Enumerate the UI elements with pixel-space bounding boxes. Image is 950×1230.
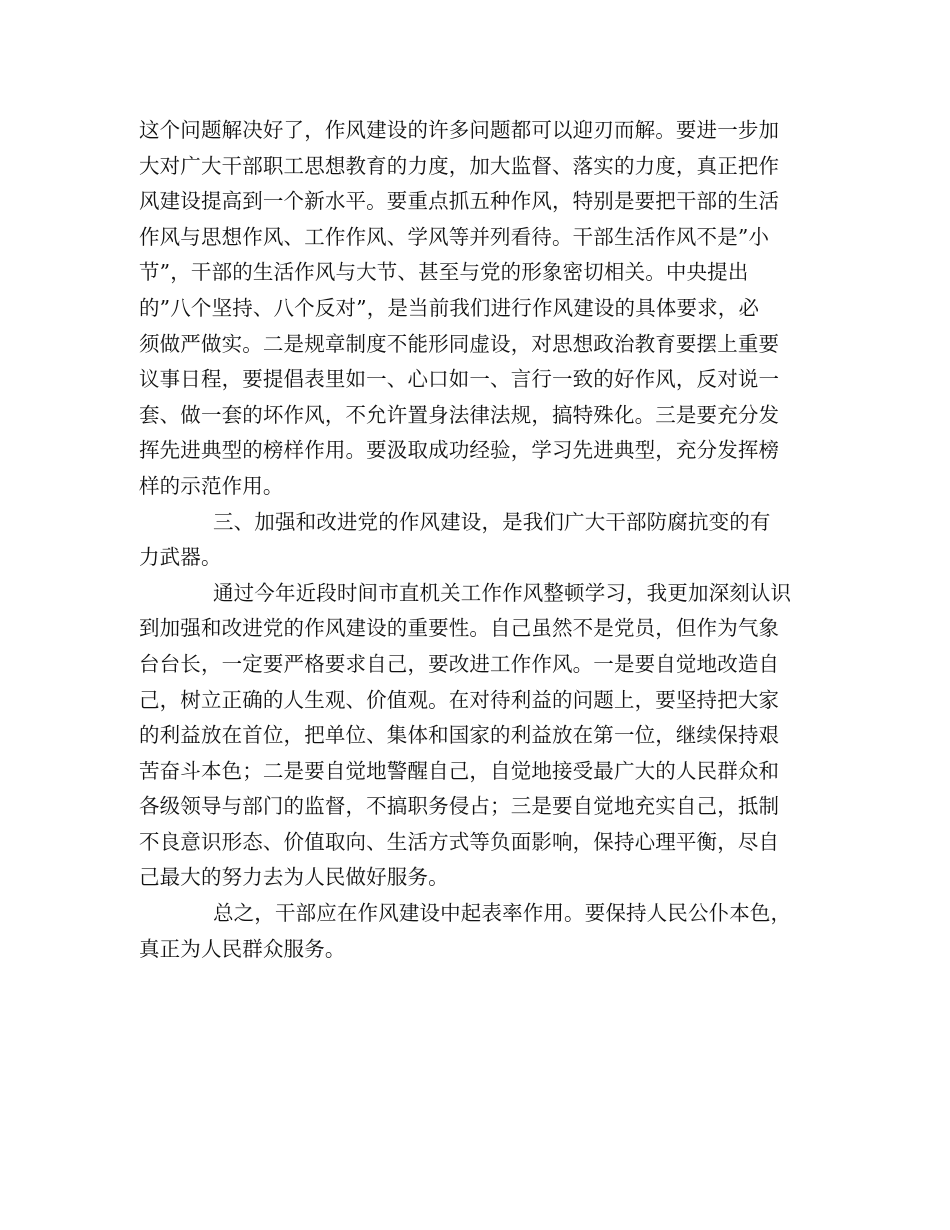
text-line: 己最大的努力去为人民做好服务。	[139, 865, 449, 890]
text-line: 力武器。	[139, 545, 222, 570]
text-line: 作风与思想作风、工作作风、学风等并列看待。干部生活作风不是”小	[139, 224, 770, 249]
text-line: 总之，干部应在作风建设中起表率作用。要保持人民公仆本色，	[213, 901, 792, 926]
text-line: 风建设提高到一个新水平。要重点抓五种作风，特别是要把干部的生活	[139, 189, 780, 214]
text-line: 通过今年近段时间市直机关工作作风整顿学习，我更加深刻认识	[213, 580, 792, 605]
text-line: 须做严做实。二是规章制度不能形同虚设，对思想政治教育要摆上重要	[139, 331, 780, 356]
text-line: 的利益放在首位，把单位、集体和国家的利益放在第一位，继续保持艰	[139, 723, 780, 748]
text-line: 的”八个坚持、八个反对”，是当前我们进行作风建设的具体要求，必	[139, 295, 760, 320]
text-line: 各级领导与部门的监督，不搞职务侵占；三是要自觉地充实自己，抵制	[139, 794, 780, 819]
document-body	[139, 113, 829, 967]
text-line: 不良意识形态、价值取向、生活方式等负面影响，保持心理平衡，尽自	[139, 829, 780, 854]
text-line: 节”，干部的生活作风与大节、甚至与党的形象密切相关。中央提出	[139, 260, 749, 285]
text-line: 议事日程，要提倡表里如一、心口如一、言行一致的好作风，反对说一	[139, 367, 780, 392]
text-line: 样的示范作用。	[139, 473, 284, 498]
text-line: 套、做一套的坏作风，不允许置身法律法规，搞特殊化。三是要充分发	[139, 402, 780, 427]
text-line: 这个问题解决好了，作风建设的许多问题都可以迎刃而解。要进一步加	[139, 118, 780, 142]
text-line: 三、加强和改进党的作风建设，是我们广大干部防腐抗变的有	[213, 509, 771, 534]
text-line: 真正为人民群众服务。	[139, 936, 346, 961]
text-line: 挥先进典型的榜样作用。要汲取成功经验，学习先进典型，充分发挥榜	[139, 438, 780, 463]
text-line: 大对广大干部职工思想教育的力度，加大监督、落实的力度，真正把作	[139, 153, 780, 178]
text-line: 台台长，一定要严格要求自己，要改进工作作风。一是要自觉地改造自	[139, 651, 780, 676]
text-line: 己，树立正确的人生观、价值观。在对待利益的问题上，要坚持把大家	[139, 687, 780, 712]
text-line: 到加强和改进党的作风建设的重要性。自己虽然不是党员，但作为气象	[139, 616, 780, 641]
text-line: 苦奋斗本色；二是要自觉地警醒自己，自觉地接受最广大的人民群众和	[139, 758, 780, 783]
